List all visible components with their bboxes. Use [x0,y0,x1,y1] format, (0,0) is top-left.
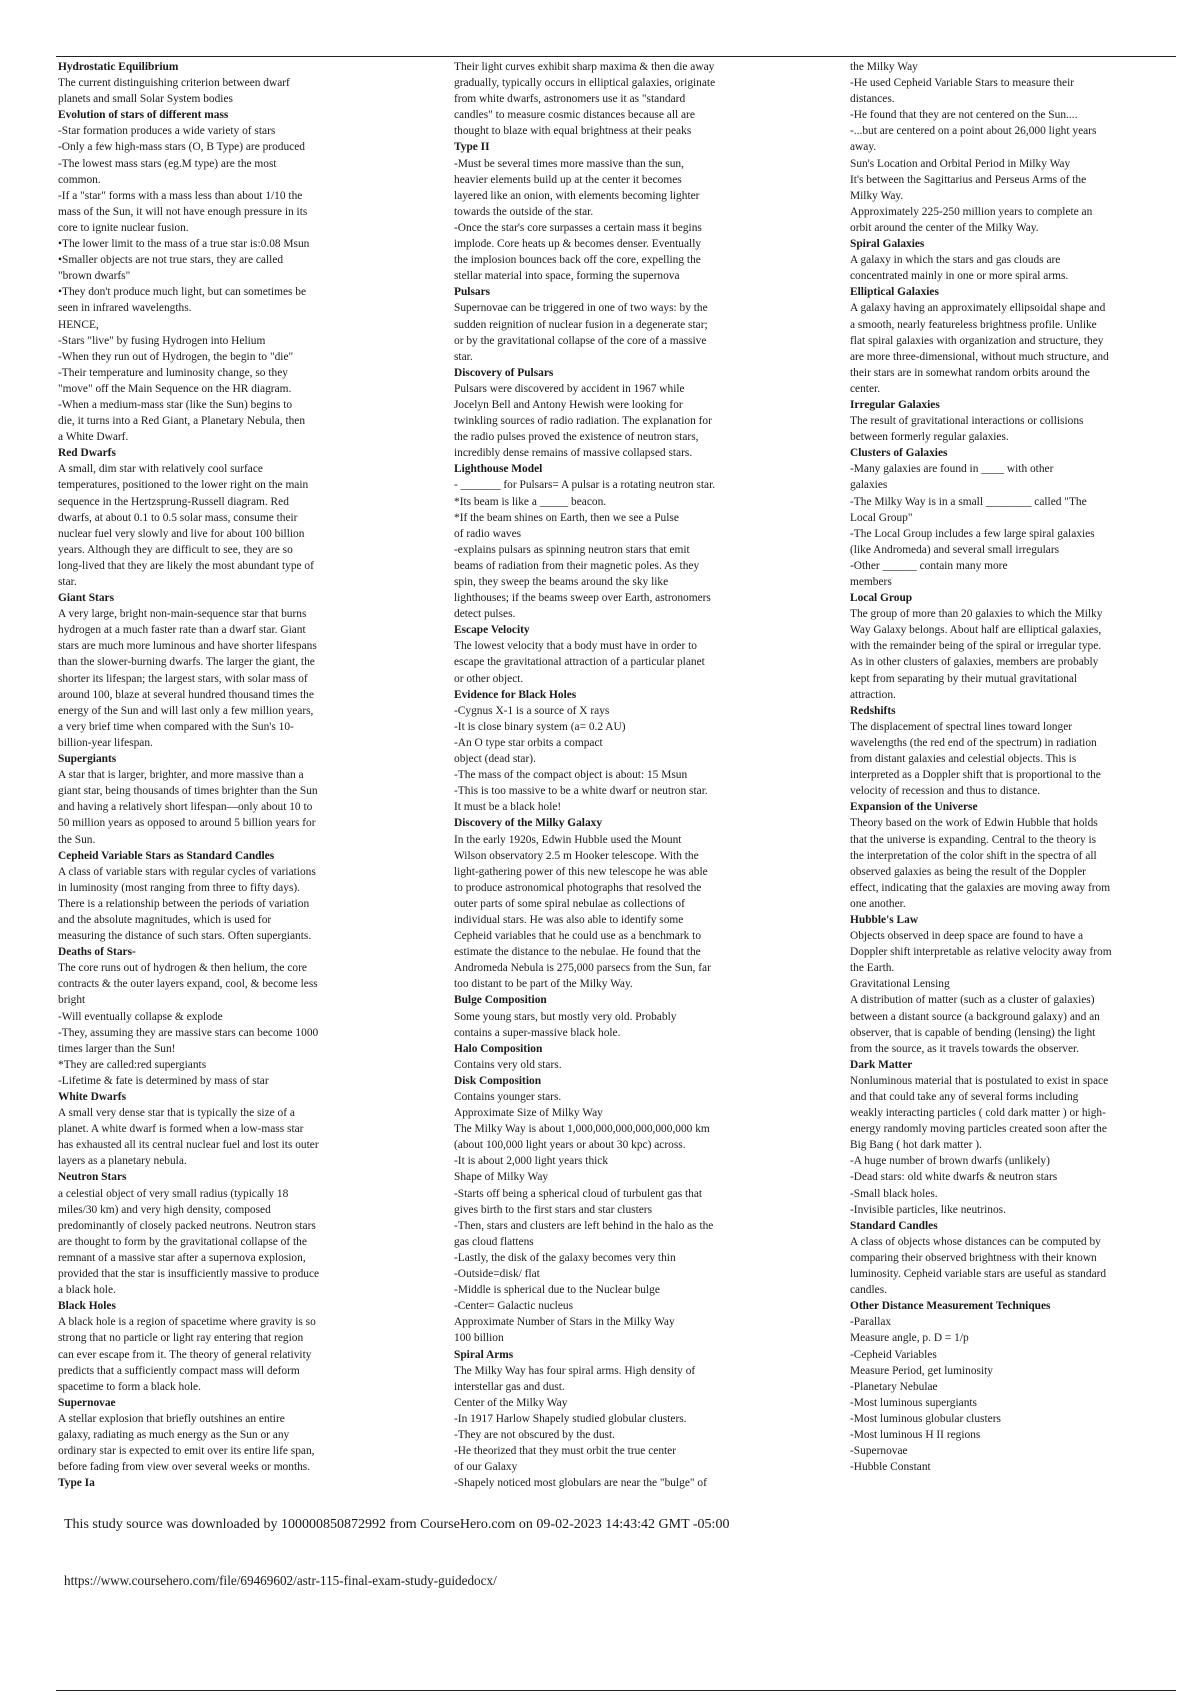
section-heading: Hydrostatic Equilibrium [58,61,179,73]
section-text: a celestial object of very small radius (typically 18 miles/30 km) and very high density, composed predominantly of closely packed neutrons. Neutron stars are thought to form by the gravitational collapse of the remnant of a massive star after a supernova explosion, provided that the star is insufficiently massive to produce a black hole. [58,1187,320,1297]
section-heading: Hubble's Law [850,913,919,926]
section-text: Some young stars, but mostly very old. Probably contains a super-massive black hole. [454,1010,677,1039]
bottom-rule [56,1690,1176,1691]
section-heading: Expansion of the Universe [850,801,978,814]
section-text: -Cygnus X-1 is a source of X rays -It is close binary system (a= 0.2 AU) -An O type star orbits a compact object (dead star). -The mass of the compact object is about: 15 Msun -This is too massive to be a white dwarf or neutron star. It must be a black hole! [454,704,708,814]
section-text: The current distinguishing criterion between dwarf planets and small Solar System bodies [58,77,290,106]
text-column-3 [850,59,1172,1475]
section-heading: Red Dwarfs [58,447,116,460]
section-block [58,1475,380,1491]
section-heading: Escape Velocity [454,624,530,637]
section-text: Their light curves exhibit sharp maxima & then die away gradually, typically occurs in elliptical galaxies, originate from white dwarfs, astronomers use it as "standard candles" to measure cosmic distances because all are thought to blaze with equal brightness at their peaks [454,61,716,138]
section-block [58,59,380,107]
section-heading: Evidence for Black Holes [454,688,577,701]
section-text: A small, dim star with relatively cool surface temperatures, positioned to the lower right on the main sequence in the Hertzsprung-Russell diagram. Red dwarfs, at about 0.1 to 0.5 solar mass, consume their nuclear fuel very slowly and live for about 100 billion years. Although they are difficult to see, they are so long-lived that they are likely the most abundant type of star. [58,463,314,588]
section-text: Supernovae can be triggered in one of two ways: by the sudden reignition of nuclear fusion in a degenerate star; or by the gravitational collapse of the core of a massive star. [454,302,708,363]
section-heading: Other Distance Measurement Techniques [850,1300,1051,1313]
section-text: A very large, bright non-main-sequence star that burns hydrogen at a much faster rate than a dwarf star. Giant stars are much more luminous and have shorter lifespans than the slower-burning dwarfs. The larger the giant, the shorter its lifespan; the largest stars, with solar mass of around 100, blaze at several hundred thousand times the energy of the Sun and will last only a few million years, a very brief time when compared with the Sun's 10- billion-year lifespan. [58,608,317,749]
section-block [850,912,1172,1057]
section-heading: Standard Candles [850,1219,938,1232]
section-text: The result of gravitational interactions or collisions between formerly regular galaxies. [850,415,1084,444]
section-block [850,799,1172,912]
section-text: A class of objects whose distances can be computed by comparing their observed brightness with their known luminosity. Cepheid variable stars are useful as standard candles. [850,1235,1107,1297]
section-text: -Star formation produces a wide variety of stars -Only a few high-mass stars (O, B Type) are produced -The lowest mass stars (eg.M type) are the most common. -If a "star" forms with a mass less than about 1/10 the mass of the Sun, it will not have enough pressure in its core to ignite nuclear fusion. •The lower limit to the mass of a true star is:0.08 Msun •Smaller objects are not true stars, they are called "brown dwarfs" •They don't produce much light, but can sometimes be seen in infrared wavelengths. HENCE, -Stars "live" by fusing Hydrogen into Helium -When they run out of Hydrogen, the begin to "die" -Their temperature and luminosity change, so they "move" off the Main Sequence on the HR diagram. -When a medium-mass star (like the Sun) begins to die, it turns into a Red Giant, a Planetary Nebula, then a White Dwarf. [58,125,310,444]
section-heading: Spiral Galaxies [850,238,925,251]
section-block [454,461,778,622]
section-text: Nonluminous material that is postulated to exist in space and that could take any of several forms including weakly interacting particles ( cold dark matter ) or high- energy randomly moving particles created soon after the Big Bang ( hot dark matter ). -A huge number of brown dwarfs (unlikely) -Dead stars: old white dwarfs & neutron stars -Small black holes. -Invisible particles, like neutrinos. [850,1074,1109,1216]
section-heading: Dark Matter [850,1058,913,1071]
section-heading: Cepheid Variable Stars as Standard Candles [58,849,275,862]
section-text: Objects observed in deep space are found to have a Doppler shift interpretable as relative velocity away from the Earth. Gravitational Lensing A distribution of matter (such as a cluster of galaxies) between a distant source (a background galaxy) and an observer, that is capable of bending (lensing) the light from the source, as it travels towards the observer. [850,930,1112,1055]
section-heading: Neutron Stars [58,1171,127,1184]
section-text: The Milky Way has four spiral arms. High density of interstellar gas and dust. Center of the Milky Way -In 1917 Harlow Shapely studied globular clusters. -They are not obscured by the dust. -He theorized that they must orbit the true center of our Galaxy -Shapely noticed most globulars are near the "bulge" of [454,1364,707,1490]
section-heading: Lighthouse Model [454,463,543,476]
section-heading: Discovery of Pulsars [454,366,554,379]
section-block [454,687,778,816]
section-heading: White Dwarfs [58,1091,127,1103]
section-block [850,397,1172,445]
section-heading: Discovery of the Milky Galaxy [454,817,603,830]
section-block [58,848,380,945]
section-block [58,1298,380,1395]
source-url[interactable]: https://www.coursehero.com/file/69469602/astr-115-final-exam-study-guidedocx/ [64,1573,497,1588]
download-source-line: This study source was downloaded by 100000850872992 from CourseHero.com on 09-02-2023 14:43:42 GMT -05:00 [64,1517,730,1532]
section-block [850,1298,1172,1475]
section-text: The core runs out of hydrogen & then helium, the core contracts & the outer layers expand, cool, & become less bright -Will eventually collapse & explode -They, assuming they are massive stars can become 1000 times larger than the Sun! *They are called:red supergiants -Lifetime & fate is determined by mass of star [58,962,319,1087]
section-text: -Must be several times more massive than the sun, heavier elements build up at the center it becomes layered like an onion, with elements becoming lighter towards the outside of the star. -Once the star's core surpasses a certain mass it begins implode. Core heats up & becomes denser. Eventually the implosion bounces back off the core, expelling the stellar material into space, forming the supernova [454,157,702,283]
section-block [58,590,380,751]
section-text: The displacement of spectral lines toward longer wavelengths (the red end of the spectrum) in radiation from distant galaxies and celestial objects. This is interpreted as a Doppler shift that is proportional to the velocity of recession and thus to distance. [850,720,1101,798]
section-text: The group of more than 20 galaxies to which the Milky Way Galaxy belongs. About half are elliptical galaxies, with the remainder being of the spiral or irregular type. As in other clusters of galaxies, members are probably kept from separating by their mutual gravitational attraction. [850,608,1103,701]
section-block [454,1073,778,1347]
section-text: Contains very old stars. [454,1058,562,1071]
section-heading: Redshifts [850,704,896,717]
section-block [850,236,1172,284]
section-block [850,703,1172,800]
section-block [58,1089,380,1169]
section-text: A small very dense star that is typically the size of a planet. A white dwarf is formed when a low-mass star has exhausted all its central nuclear fuel and lost its outer layers as a planetary nebula. [58,1107,319,1168]
section-heading: Clusters of Galaxies [850,447,948,460]
section-heading: Supernovae [58,1396,116,1409]
section-text: -Many galaxies are found in ____ with other galaxies -The Milky Way is in a small ________ called "The Local Group" -The Local Group includes a few large spiral galaxies (like Andromeda) and several small irregulars -Other ______ contain many more members [850,463,1095,588]
section-text: A galaxy having an approximately ellipsoidal shape and a smooth, nearly featureless brightness profile. Unlike flat spiral galaxies with organization and structure, they are more three-dimensional, without much structure, and their stars are in somewhat random orbits around the center. [850,302,1109,395]
section-heading: Evolution of stars of different mass [58,109,229,122]
section-heading: Halo Composition [454,1042,543,1055]
text-column-2 [454,59,778,1491]
section-heading: Giant Stars [58,592,115,605]
section-heading: Elliptical Galaxies [850,286,939,299]
section-heading: Type Ia [58,1477,95,1490]
section-text: A star that is larger, brighter, and more massive than a giant star, being thousands of times brighter than the Sun and having a relatively short lifespan—only about 10 to 50 million years as opposed to around 5 billion years for the Sun. [58,769,318,846]
section-block [454,1041,778,1073]
section-block [850,284,1172,397]
section-text: Theory based on the work of Edwin Hubble that holds that the universe is expanding. Central to the theory is the interpretation of the color shift in the spectra of all observed galaxies as being the result of the Doppler effect, indicating that the galaxies are moving away from one another. [850,817,1111,910]
section-text: the Milky Way -He used Cepheid Variable Stars to measure their distances. -He found that they are not centered on the Sun.... -...but are centered on a point about 26,000 light years away. Sun's Location and Orbital Period in Milky Way It's between the Sagittarius and Perseus Arms of the Milky Way. Approximately 225-250 million years to complete an orbit around the center of the Milky Way. [850,61,1097,234]
section-block [58,445,380,590]
section-text: In the early 1920s, Edwin Hubble used the Mount Wilson observatory 2.5 m Hooker telescope. With the light-gathering power of this new telescope he was able to produce astronomical photographs that resolved the outer parts of some spiral nebulae as collections of individual stars. He was also able to identify some Cepheid variables that he could use as a benchmark to estimate the distance to the nebulae. He found that the Andromeda Nebula is 275,000 parsecs from the Sun, far too distant to be part of the Milky Way. [454,833,711,991]
section-block [850,1218,1172,1298]
section-heading: Pulsars [454,286,491,299]
section-block [454,622,778,686]
section-block [850,1057,1172,1218]
top-rule [56,56,1176,57]
section-block [58,1395,380,1475]
section-heading: Type II [454,141,490,154]
section-block [58,751,380,848]
section-text: -Parallax Measure angle, p. D = 1/p -Cepheid Variables Measure Period, get luminosity -Planetary Nebulae -Most luminous supergiants -Most luminous globular clusters -Most luminous H II regions -Supernovae -Hubble Constant [850,1316,1001,1474]
section-text: - _______ for Pulsars= A pulsar is a rotating neutron star. *Its beam is like a _____ beacon. *If the beam shines on Earth, then we see a Pulse of radio waves -explains pulsars as spinning neutron stars that emit beams of radiation from their magnetic poles. As they spin, they sweep the beams around the sky like lighthouses; if the beams sweep over Earth, astronomers detect pulses. [454,479,716,621]
section-text: Pulsars were discovered by accident in 1967 while Jocelyn Bell and Antony Hewish were looking for twinkling sources of radio radiation. The explanation for the radio pulses proved the existence of neutron stars, incredibly dense remains of massive collapsed stars. [454,382,712,460]
section-text: A galaxy in which the stars and gas clouds are concentrated mainly in one or more spiral arms. [850,254,1069,283]
section-block [58,107,380,445]
section-text: The lowest velocity that a body must have in order to escape the gravitational attraction of a particular planet or other object. [454,640,705,685]
section-block [850,590,1172,703]
section-text: A black hole is a region of spacetime where gravity is so strong that no particle or light ray entering that region can ever escape from it. The theory of general relativity predicts that a sufficiently compact mass will deform spacetime to form a black hole. [58,1316,316,1393]
section-heading: Black Holes [58,1300,116,1313]
section-heading: Bulge Composition [454,994,547,1007]
section-heading: Disk Composition [454,1074,542,1087]
section-block [454,1347,778,1492]
section-heading: Spiral Arms [454,1348,514,1361]
section-heading: Supergiants [58,753,117,766]
section-heading: Local Group [850,592,913,605]
section-heading: Irregular Galaxies [850,398,940,411]
section-text: A class of variable stars with regular cycles of variations in luminosity (most ranging from three to fifty days). There is a relationship between the periods of variation and the absolute magnitudes, which is used for measuring the distance of such stars. Often supergiants. [58,865,316,943]
section-block [850,445,1172,590]
section-block [58,1169,380,1298]
section-heading: Deaths of Stars- [58,946,136,959]
section-block [454,284,778,364]
section-block [850,59,1172,236]
section-text: A stellar explosion that briefly outshines an entire galaxy, radiating as much energy as the Sun or any ordinary star is expected to emit over its entire life span, before fading from view over several weeks or months. [58,1412,315,1474]
section-block [454,815,778,992]
section-block [454,59,778,139]
section-block [454,139,778,284]
section-text: Contains younger stars. Approximate Size of Milky Way The Milky Way is about 1,000,000,000,000,000,000 km (about 100,000 light years or about 30 kpc) across. -It is about 2,000 light years thick Shape of Milky Way -Starts off being a spherical cloud of turbulent gas that gives birth to the first stars and star clusters -Then, stars and clusters are left behind in the halo as the gas cloud flattens -Lastly, the disk of the galaxy becomes very thin -Outside=disk/ flat -Middle is spherical due to the Nuclear bulge -Center= Galactic nucleus Approximate Number of Stars in the Milky Way 100 billion [454,1091,714,1345]
text-column-1 [58,59,380,1491]
section-block [58,944,380,1089]
section-block [454,365,778,462]
section-block [454,992,778,1040]
